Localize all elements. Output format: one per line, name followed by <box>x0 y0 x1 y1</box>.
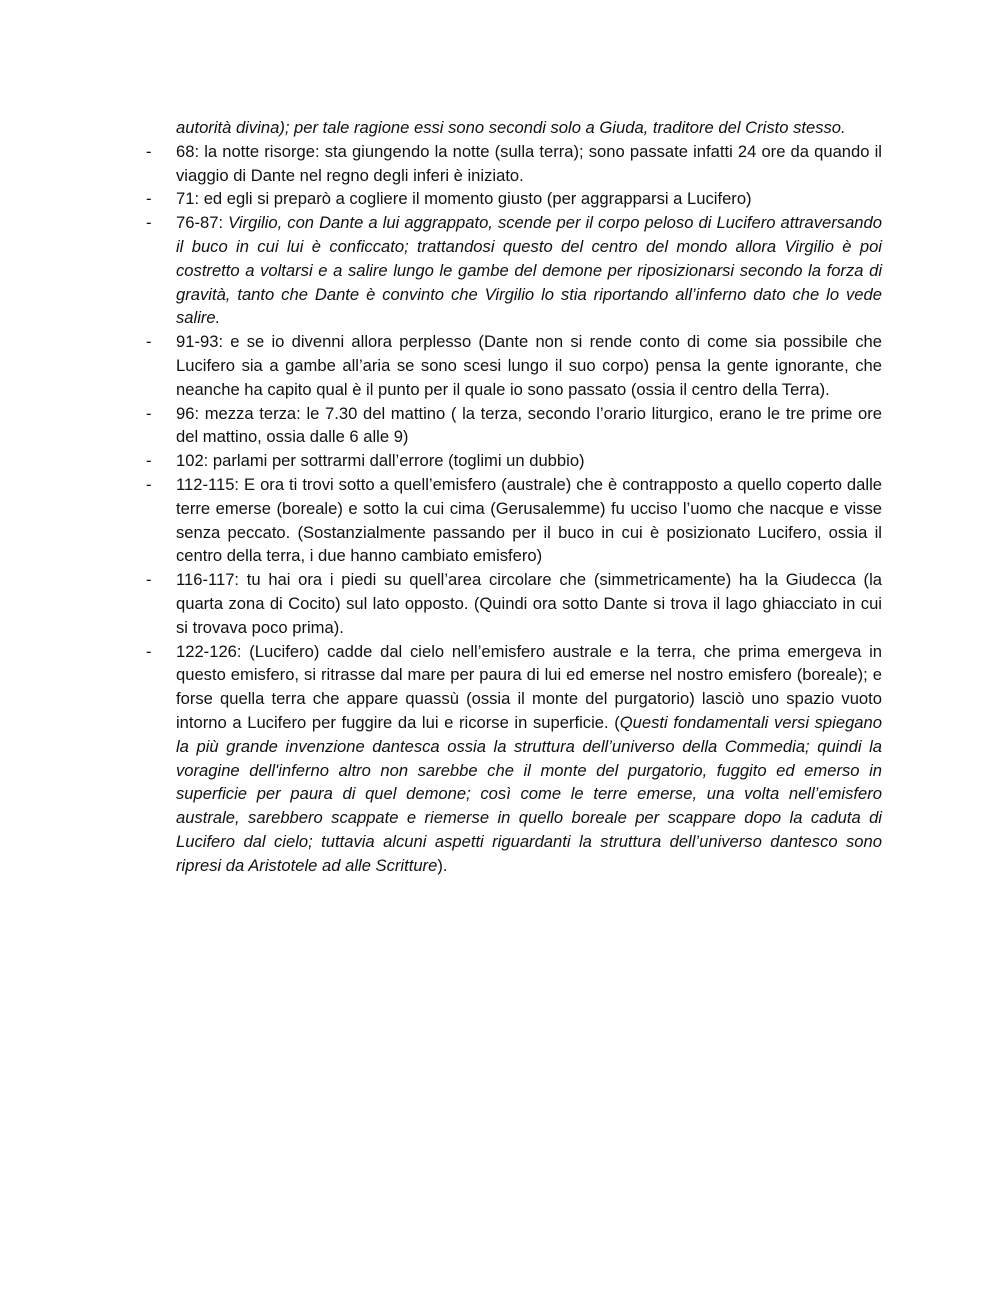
note-item-116-117 <box>146 568 882 639</box>
note-text: la notte risorge: sta giungendo la notte (sulla terra); sono passate infatti 24 ore da quando il viaggio di Dante nel regno degli inferi è iniziato. <box>176 141 882 185</box>
list-dash: - <box>146 213 152 233</box>
note-item-68 <box>146 140 882 188</box>
list-dash: - <box>146 403 152 423</box>
note-ref: 116-117: <box>176 570 247 590</box>
note-item-122-126 <box>146 640 882 878</box>
note-text-italic: Virgilio, con Dante a lui aggrappato, scende per il corpo peloso di Lucifero attraversando il buco in cui lui è conficcato; trattandosi questo del centro del mondo allora Virgilio è poi costretto a voltarsi e a salire lungo le gambe del demone per riposizionarsi secondo la forza di gravità, tanto che Dante è convinto che Virgilio lo stia riportando all’inferno dato che lo vede salire. <box>176 213 882 328</box>
list-dash: - <box>146 332 152 352</box>
note-text: E ora ti trovi sotto a quell’emisfero (australe) che è contrapposto a quello coperto dalle terre emerse (boreale) e sotto la cui cima (Gerusalemme) fu ucciso l’uomo che nacque e visse senza peccato. (Sostanzialmente passando per il buco in cui è posizionato Lucifero, ossia il centro della terra, i due hanno cambiato emisfero) <box>176 474 882 566</box>
note-ref: 102: <box>176 451 213 471</box>
note-text-italic: Questi fondamentali versi spiegano la più grande invenzione dantesca ossia la struttura dell’universo della Commedia; quindi la voragine dell'inferno altro non sarebbe che il monte del purgatorio, fuggito ed emerso in superficie per paura di quel demone; così come le terre emerse, una volta nell’emisfero australe, sarebbero scappate e riemerse in quello boreale per scappare dopo la caduta di Lucifero dal cielo; tuttavia alcuni aspetti riguardanti la struttura dell’universo dantesco sono ripresi da Aristotele ad alle Scritture <box>176 712 882 875</box>
list-dash: - <box>146 141 152 161</box>
note-ref: 122-126: <box>176 641 250 661</box>
note-text: parlami per sottrarmi dall’errore (toglimi un dubbio) <box>212 451 585 471</box>
note-ref: 96: <box>176 403 205 423</box>
note-text: tu hai ora i piedi su quell’area circolare che (simmetricamente) ha la Giudecca (la quarta zona di Cocito) sul lato opposto. (Quindi ora sotto Dante si trova il lago ghiacciato in cui si trovava poco prima). <box>176 570 882 637</box>
note-text: ed egli si preparò a cogliere il momento giusto (per aggrapparsi a Lucifero) <box>203 189 752 209</box>
list-dash: - <box>146 641 152 661</box>
note-ref: 76-87: <box>176 213 229 233</box>
note-ref: 71: <box>176 189 204 209</box>
note-text: e se io divenni allora perplesso (Dante non si rende conto di come sia possibile che Lucifero sia a gambe all’aria se sono scesi lungo il suo corpo) pensa la gente ignorante, che neanche ha capito qual è il punto per il quale io sono passato (ossia il centro della Terra). <box>176 332 882 399</box>
list-dash: - <box>146 474 152 494</box>
verse-notes-list <box>146 140 882 878</box>
continued-paragraph: autorità divina); per tale ragione essi sono secondi solo a Giuda, traditore del Cristo stesso. <box>176 118 846 137</box>
note-item-71 <box>146 187 882 211</box>
page-content <box>146 116 882 878</box>
note-ref: 91-93: <box>176 332 231 352</box>
note-ref: 112-115: <box>176 474 245 494</box>
note-text: (Lucifero) cadde dal cielo nell’emisfero australe e la terra, che prima emergeva in questo emisfero, si ritrasse dal mare per paura di lui ed emerse nel nostro emisfero (boreale); e forse quella terra che appare quassù (ossia il monte del purgatorio) lasciò uno spazio vuoto intorno a Lucifero per fuggire da lui e ricorse in superficie. ( <box>176 641 882 732</box>
note-item-96 <box>146 402 882 450</box>
note-text: mezza terza: le 7.30 del mattino ( la terza, secondo l’orario liturgico, erano le tre prime ore del mattino, ossia dalle 6 alle 9) <box>176 403 882 447</box>
note-item-102 <box>146 449 882 473</box>
note-ref: 68: <box>176 141 205 161</box>
list-dash: - <box>146 570 152 590</box>
note-item-112-115 <box>146 473 882 568</box>
note-item-91-93 <box>146 330 882 401</box>
list-dash: - <box>146 451 152 471</box>
note-item-76-87 <box>146 211 882 330</box>
note-text-tail: ). <box>437 855 448 875</box>
list-dash: - <box>146 189 152 209</box>
